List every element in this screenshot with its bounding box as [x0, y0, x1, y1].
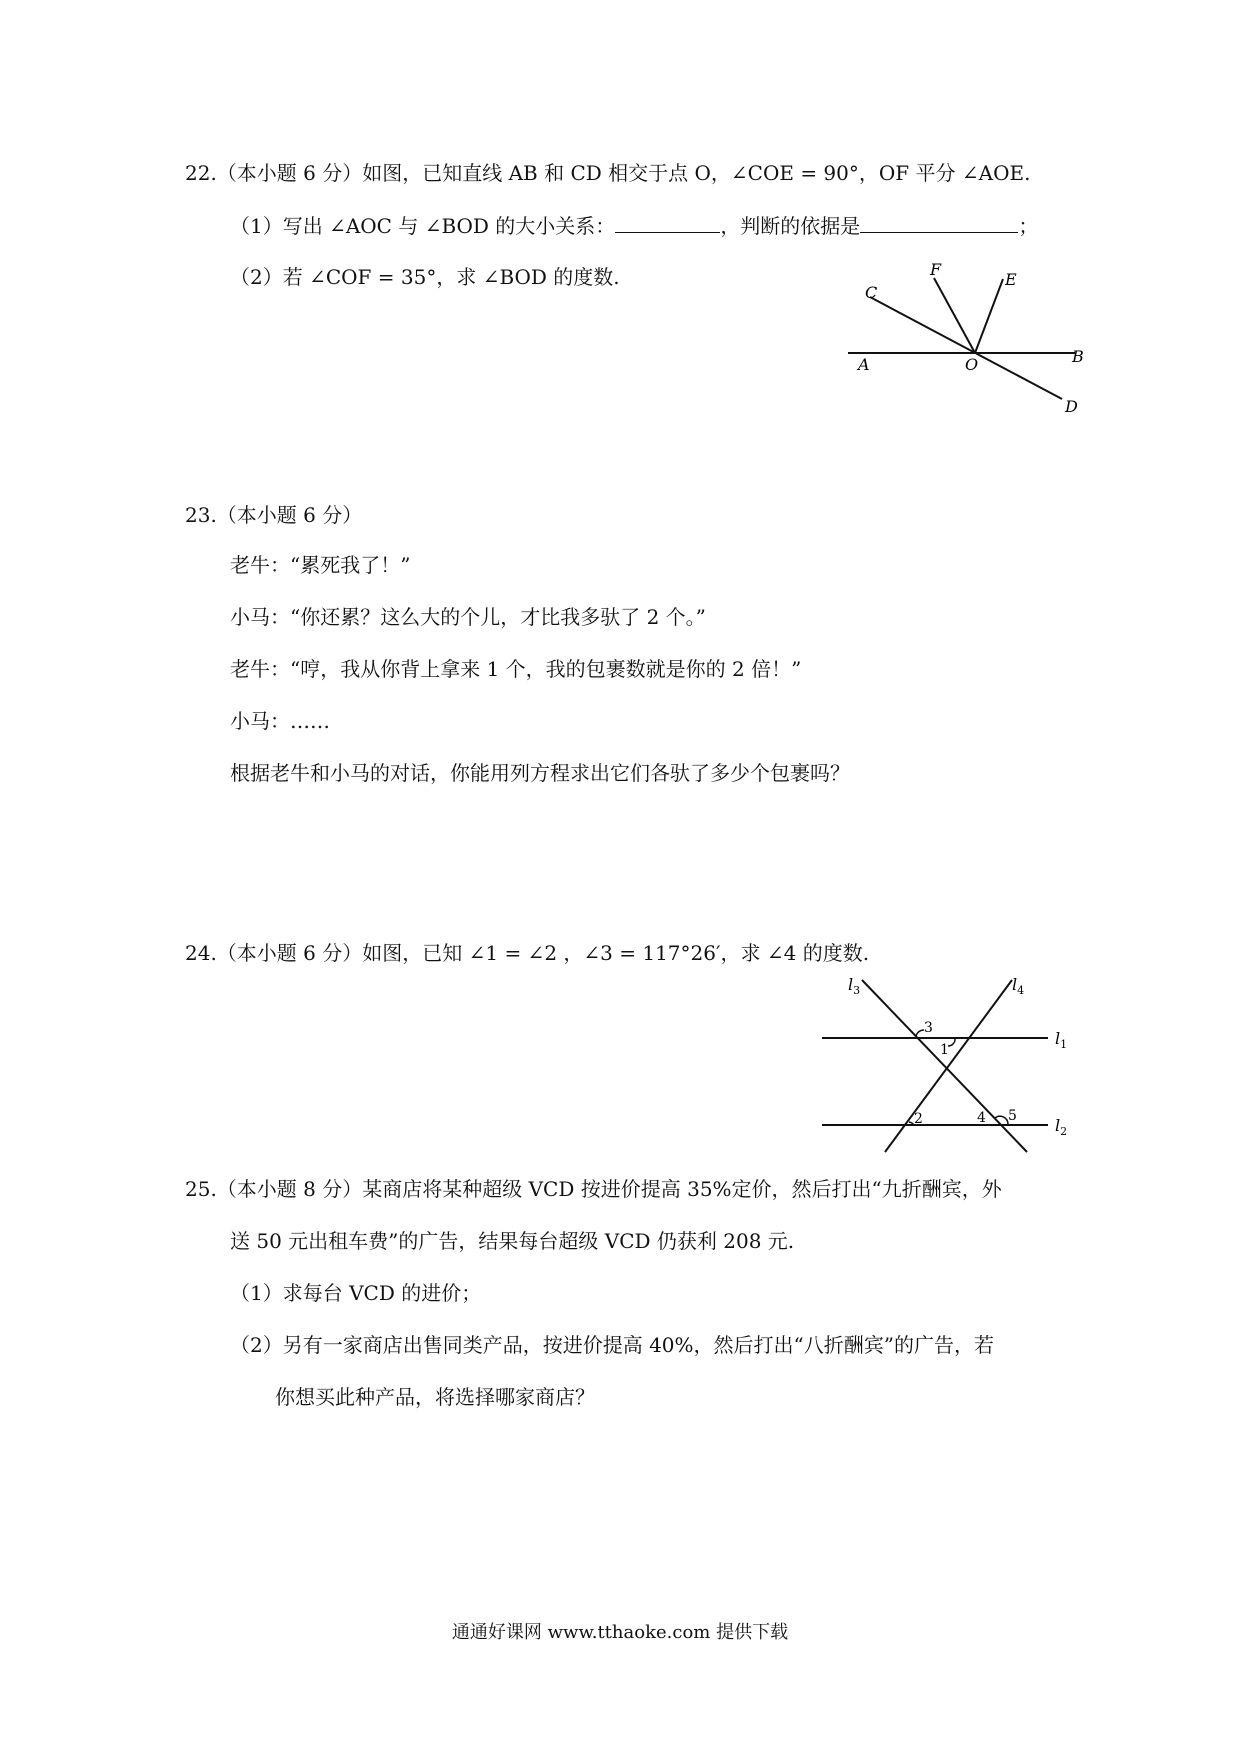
page-footer: 通通好课网 www.tthaoke.com 提供下载 — [451, 1622, 789, 1643]
angle-label-5: 5 — [1008, 1108, 1017, 1124]
q23-line-4: 小马：…… — [230, 709, 330, 733]
label-b: B — [1072, 347, 1084, 366]
q22-part2: （2）若 ∠COF = 35°，求 ∠BOD 的度数. — [230, 265, 620, 289]
label-e: E — [1005, 270, 1017, 289]
angle-label-2: 2 — [914, 1111, 923, 1127]
q23-line-5: 根据老牛和小马的对话，你能用列方程求出它们各驮了多少个包裹吗？ — [230, 761, 850, 785]
label-d: D — [1065, 397, 1078, 416]
label-l2: $l_2$ — [1055, 1116, 1068, 1138]
q25-part-2-b: 你想买此种产品，将选择哪家商店？ — [275, 1385, 595, 1409]
q22-part1-text-b: ，判断的依据是 — [720, 214, 861, 238]
q24-stem: 24.（本小题 6 分）如图，已知 ∠1 = ∠2 ，∠3 = 117°26′，求 ∠4 的度数. — [185, 941, 870, 965]
line-l4 — [885, 980, 1012, 1152]
label-l1: $l_1$ — [1055, 1029, 1068, 1051]
q25-part-1: （1）求每台 VCD 的进价； — [230, 1281, 482, 1305]
q22-part1-text-a: （1）写出 ∠AOC 与 ∠BOD 的大小关系： — [230, 214, 616, 238]
line-l3 — [862, 980, 1027, 1152]
q23-line-1: 老牛：“累死我了！” — [230, 553, 411, 577]
angle-label-1: 1 — [940, 1042, 949, 1058]
q25-line-2: 送 50 元出租车费”的广告，结果每台超级 VCD 仍获利 208 元. — [230, 1229, 795, 1253]
label-l4: $l_4$ — [1012, 975, 1025, 997]
label-f: F — [930, 260, 942, 279]
label-o: O — [965, 355, 979, 374]
q23-line-2: 小马：“你还累？这么大的个儿，才比我多驮了 2 个。” — [230, 605, 706, 629]
q25-line-1: 25.（本小题 8 分）某商店将某种超级 VCD 按进价提高 35%定价，然后打出“九折酬宾，外 — [185, 1177, 1002, 1201]
angle-label-3: 3 — [924, 1020, 933, 1036]
q23-header: 23.（本小题 6 分） — [185, 503, 363, 527]
angle-label-4: 4 — [977, 1110, 986, 1126]
label-c: C — [865, 283, 878, 302]
angle-arc-1 — [948, 1038, 955, 1046]
q23-line-3: 老牛：“哼，我从你背上拿来 1 个，我的包裹数就是你的 2 倍！” — [230, 657, 802, 681]
label-a: A — [858, 355, 870, 374]
angle-arc-3 — [916, 1030, 924, 1036]
q22-part1-text-c: ； — [1018, 214, 1039, 238]
label-l3: $l_3$ — [848, 975, 861, 997]
q25-part-2-a: （2）另有一家商店出售同类产品，按进价提高 40%，然后打出“八折酬宾”的广告，若 — [230, 1333, 994, 1357]
q22-stem: 22.（本小题 6 分）如图，已知直线 AB 和 CD 相交于点 O，∠COE = 90°，OF 平分 ∠AOE. — [185, 161, 1031, 185]
